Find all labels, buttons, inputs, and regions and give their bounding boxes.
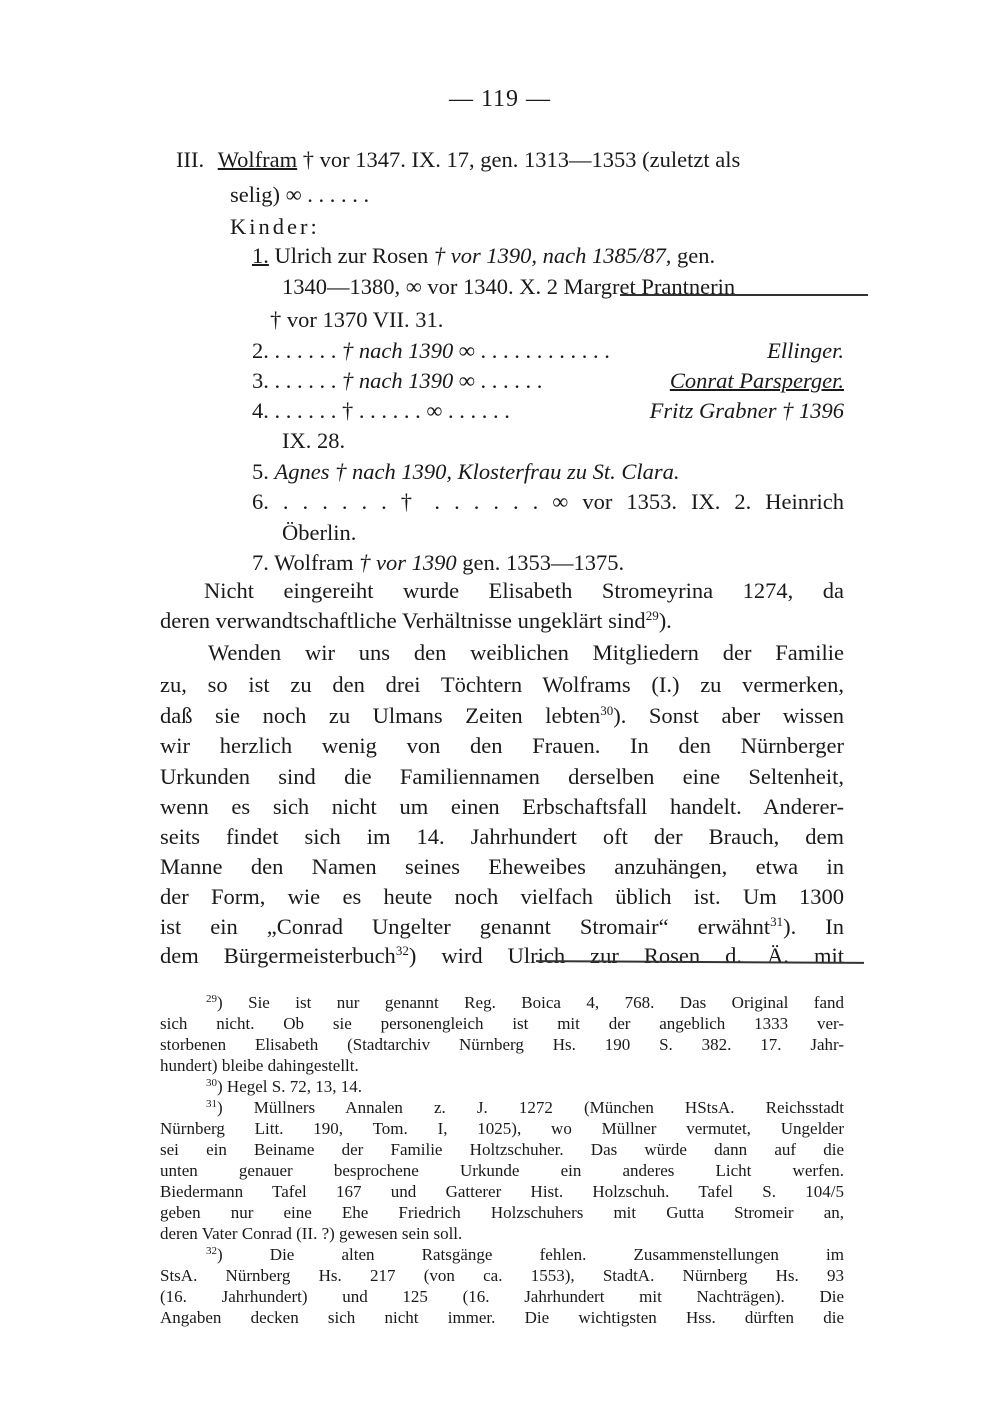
para2-line3 <box>160 701 844 731</box>
para2-line5: Urkunden sind die Familiennamen derselben eine Seltenheit, <box>160 764 844 789</box>
footnote-29-line4: hundert) bleibe dahingestellt. <box>160 1056 359 1075</box>
child-7-name: Wolfram <box>274 550 360 575</box>
child-5 <box>252 457 680 487</box>
entry-heading-rest: † vor 1347. IX. 17, gen. 1313—1353 (zuletzt als <box>302 147 741 172</box>
footnote-ref: 29 <box>645 608 659 623</box>
child-1-marriage: 1340—1380, ∞ vor 1340. X. 2 <box>282 274 564 299</box>
footnote-31-line5: Biedermann Tafel 167 und Gatterer Hist. Holzschuh. Tafel S. 104/5 <box>160 1182 844 1201</box>
child-1-name: Ulrich zur Rosen <box>274 243 434 268</box>
footnote-31-line3: sei ein Beiname der Familie Holtzschuher. Das würde dann auf die <box>160 1140 844 1159</box>
para2-line11 <box>160 941 844 971</box>
footnote-31-line1 <box>206 1097 844 1118</box>
para2-text: ) wird Ulrich zur Rosen d. Ä. mit <box>408 943 844 968</box>
child-2 <box>252 336 844 366</box>
footnote-31-line4: unten genauer besprochene Urkunde ein anderes Licht werfen. <box>160 1161 844 1180</box>
child-number: 4. <box>252 398 269 423</box>
child-5-text: Agnes † nach 1390, Klosterfrau zu St. Clara. <box>274 459 680 484</box>
para2-line9: der Form, wie es heute noch vielfach üblich ist. Um 1300 <box>160 884 844 909</box>
para2-text: ). Sonst aber wissen <box>613 703 844 728</box>
child-7-gen: gen. 1353—1375. <box>456 550 625 575</box>
para2-line6: wenn es sich nicht um einen Erbschaftsfall handelt. Anderer- <box>160 794 844 819</box>
entry-heading-line2: selig) ∞ . . . . . . <box>230 182 370 207</box>
footnote-text: ) Hegel S. 72, 13, 14. <box>217 1077 362 1096</box>
child-1-dates: † vor 1390, nach 1385/87, <box>433 243 672 268</box>
footnote-31-line7: deren Vater Conrad (II. ?) gewesen sein soll. <box>160 1224 463 1243</box>
footnote-mark: 31 <box>206 1098 217 1110</box>
para2-line7: seits findet sich im 14. Jahrhundert oft der Brauch, dem <box>160 824 844 849</box>
child-dots: . . . . . . <box>274 368 337 393</box>
child-7 <box>252 548 624 578</box>
footnote-text: ) Müllners Annalen z. J. 1272 (München HStsA. Reichsstadt <box>217 1098 844 1117</box>
child-2-spouse: Ellinger. <box>767 338 844 363</box>
para2-line2: zu, so ist zu den drei Töchtern Wolframs (I.) zu vermerken, <box>160 672 844 697</box>
child-number: 1. <box>252 243 269 268</box>
footnote-30 <box>206 1076 362 1097</box>
para1-line2 <box>160 606 672 636</box>
child-number: 3. <box>252 368 269 393</box>
footnote-32-line1 <box>206 1244 844 1265</box>
child-3 <box>252 366 844 396</box>
child-1 <box>252 241 715 271</box>
child-6-text: . . . . . . † . . . . . . ∞ vor 1353. IX. 2. Heinrich <box>282 489 845 514</box>
child-number: 7. <box>252 550 269 575</box>
child-1-line2 <box>282 272 735 302</box>
child-number: 6. <box>252 489 269 514</box>
child-number: 5. <box>252 459 269 484</box>
footnote-text: ) Sie ist nur genannt Reg. Boica 4, 768. Das Original fand <box>217 993 844 1012</box>
footnote-ref: 32 <box>395 943 409 958</box>
entry-name: Wolfram <box>217 147 298 172</box>
footnote-ref: 30 <box>600 703 614 718</box>
child-dots: . . . . . . <box>274 338 337 363</box>
footnote-mark: 29 <box>206 993 217 1005</box>
footnote-29-line1 <box>206 992 844 1013</box>
para2-text: daß sie noch zu Ulmans Zeiten lebten <box>160 703 601 728</box>
page-number: — 119 — <box>448 86 552 112</box>
child-dots: . . . . . . . . . . . . <box>480 338 610 363</box>
footnote-mark: 30 <box>206 1077 217 1089</box>
child-7-dates: † vor 1390 <box>359 550 457 575</box>
para1-text: deren verwandtschaftliche Verhältnisse ungeklärt sind <box>160 608 646 633</box>
footnote-31-line2: Nürnberg Litt. 190, Tom. I, 1025), wo Müllner vermutet, Ungelder <box>160 1119 844 1138</box>
child-6-line2: Öberlin. <box>282 520 357 545</box>
para2-line8: Manne den Namen seines Eheweibes anzuhängen, etwa in <box>160 854 844 879</box>
entry-heading <box>176 145 844 175</box>
child-number: 2. <box>252 338 269 363</box>
child-6 <box>252 487 844 517</box>
kinder-label: Kinder: <box>230 214 320 239</box>
child-dots: . . . . . . <box>480 368 543 393</box>
child-3-dates: † nach 1390 ∞ <box>342 368 475 393</box>
child-4-spouse: Fritz Grabner † 1396 <box>649 398 844 423</box>
spouse-underline <box>620 294 868 296</box>
para2-line10 <box>160 912 844 942</box>
para2-line4: wir herzlich wenig von den Frauen. In den Nürnberger <box>160 733 844 758</box>
child-1-gen: gen. <box>671 243 716 268</box>
footnote-29-line3: storbenen Elisabeth (Stadtarchiv Nürnberg Hs. 190 S. 382. 17. Jahr- <box>160 1035 844 1054</box>
child-1-line3: † vor 1370 VII. 31. <box>270 307 444 332</box>
footnote-mark: 32 <box>206 1245 217 1257</box>
child-dots: . . . . . . † . . . . . . ∞ . . . . . . <box>274 398 510 423</box>
footnote-31-line6: geben nur eine Ehe Friedrich Holzschuhers mit Gutta Stromeir an, <box>160 1203 844 1222</box>
footnote-32-line4: Angaben decken sich nicht immer. Die wichtigsten Hss. dürften die <box>160 1308 844 1327</box>
para2-line1: Wenden wir uns den weiblichen Mitgliedern der Familie <box>208 640 844 665</box>
footnote-text: ) Die alten Ratsgänge fehlen. Zusammenstellungen im <box>217 1245 844 1264</box>
footnote-32-line2: StsA. Nürnberg Hs. 217 (von ca. 1553), StadtA. Nürnberg Hs. 93 <box>160 1266 844 1285</box>
para1-end: ). <box>658 608 672 633</box>
footnote-ref: 31 <box>770 914 784 929</box>
footnote-32-line3: (16. Jahrhundert) und 125 (16. Jahrhundert mit Nachträgen). Die <box>160 1287 844 1306</box>
child-4-line2: IX. 28. <box>282 428 346 453</box>
para2-text: dem Bürgermeisterbuch <box>160 943 396 968</box>
footnote-29-line2: sich nicht. Ob sie personengleich ist mit der angeblich 1333 ver- <box>160 1014 844 1033</box>
para2-text: ). In <box>783 914 844 939</box>
child-3-spouse: Conrat Parsperger. <box>669 368 844 393</box>
para2-text: ist ein „Conrad Ungelter genannt Stromair“ erwähnt <box>160 914 771 939</box>
child-1-spouse: Margret Prantnerin <box>563 274 736 299</box>
child-2-dates: † nach 1390 ∞ <box>342 338 475 363</box>
entry-roman: III. <box>176 147 205 172</box>
child-4 <box>252 396 844 426</box>
para1-line1: Nicht eingereiht wurde Elisabeth Stromeyrina 1274, da <box>204 578 844 603</box>
